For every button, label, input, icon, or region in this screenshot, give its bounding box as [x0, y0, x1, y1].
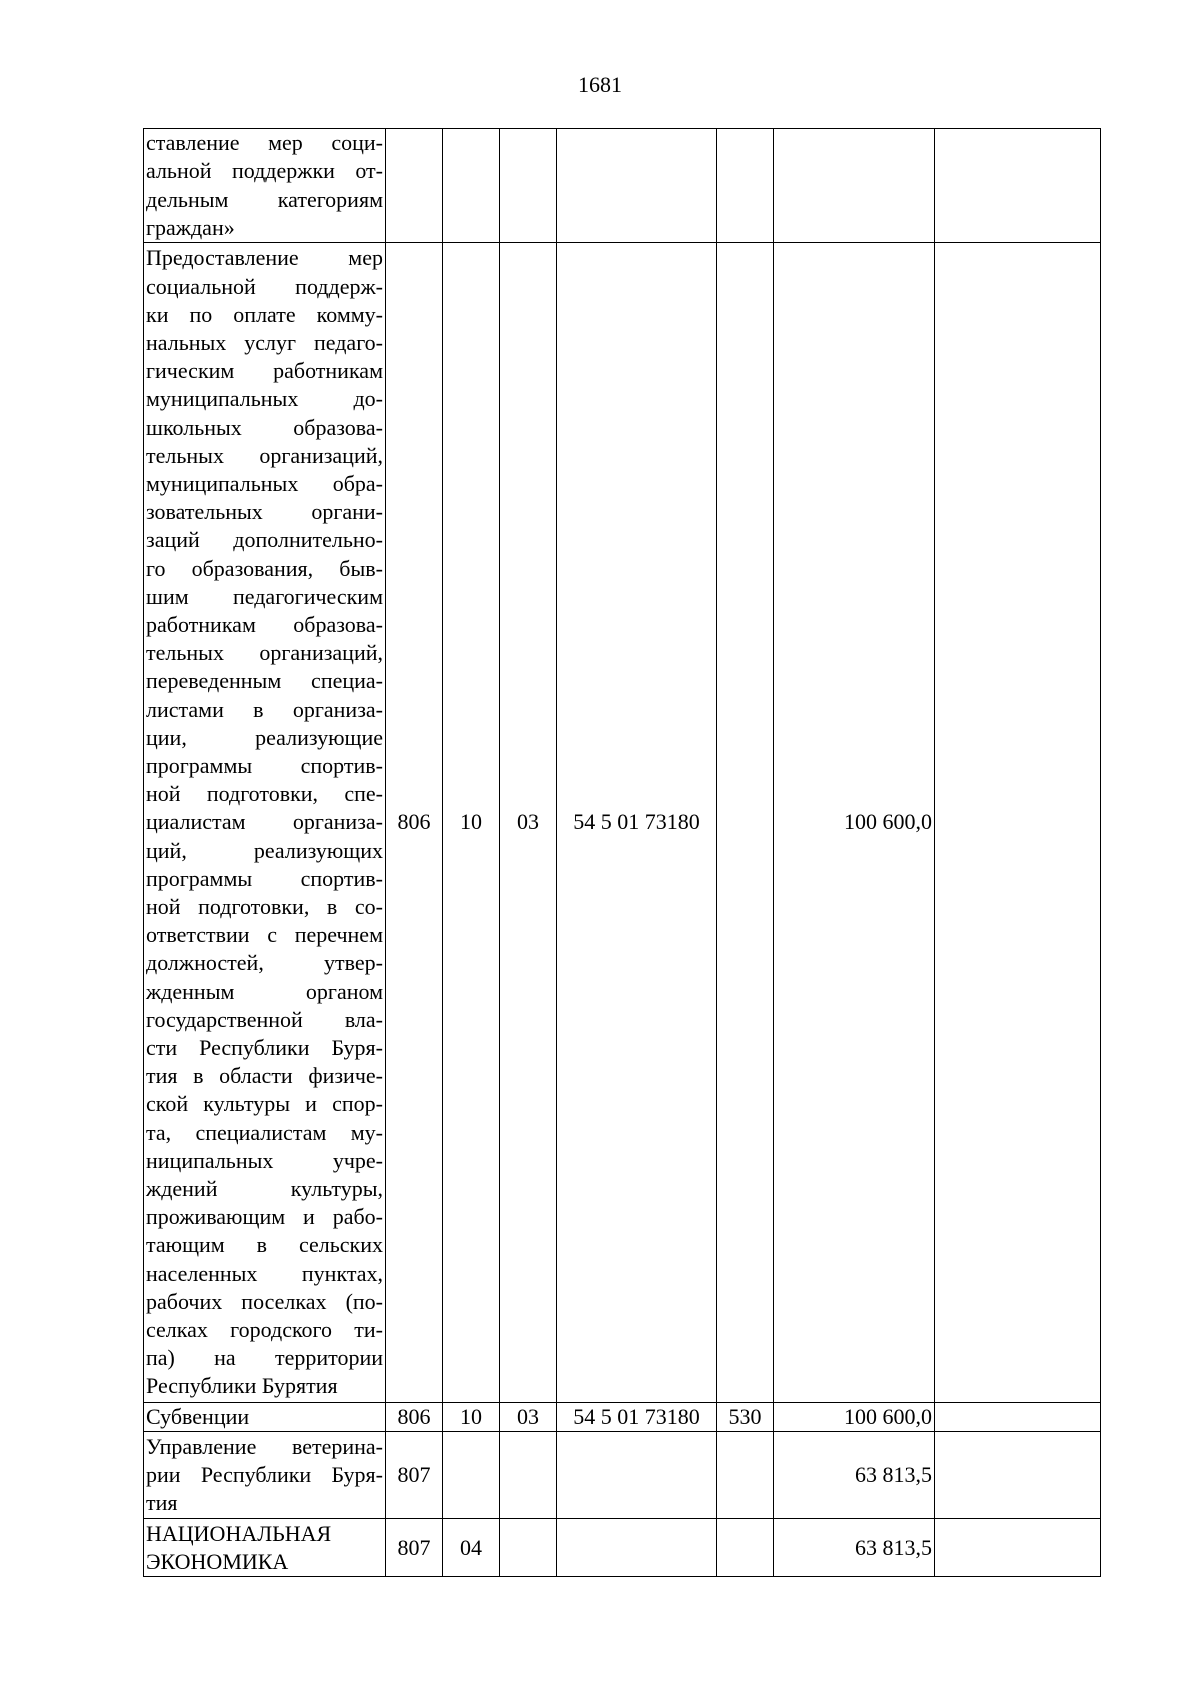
cell-ministry: 806 — [386, 243, 443, 1403]
name-line: ждений культуры, — [146, 1176, 383, 1202]
cell-amount-2 — [935, 1519, 1101, 1577]
cell-target — [557, 129, 717, 243]
name-line: селках городского ти- — [146, 1317, 383, 1343]
cell-name — [144, 1519, 386, 1577]
name-line: зовательных органи- — [146, 499, 383, 525]
name-line: ций, реализующих — [146, 837, 383, 863]
cell-subsection — [500, 1519, 557, 1577]
name-line: программы спортив- — [146, 752, 383, 778]
cell-amount-2 — [935, 1403, 1101, 1432]
name-line: рии Республики Буря- — [146, 1462, 383, 1488]
name-line: работникам образова- — [146, 611, 383, 637]
cell-amount: 100 600,0 — [774, 1403, 935, 1432]
cell-expense-type — [717, 1519, 774, 1577]
name-line: сти Республики Буря- — [146, 1035, 383, 1061]
cell-expense-type — [717, 129, 774, 243]
cell-subsection: 03 — [500, 1403, 557, 1432]
name-line: Управление ветерина- — [146, 1433, 383, 1459]
name-line: та, специалистам му- — [146, 1119, 383, 1145]
cell-expense-type — [717, 243, 774, 1403]
name-line: ции, реализующие — [146, 724, 383, 750]
name-line: циалистам организа- — [146, 809, 383, 835]
cell-expense-type: 530 — [717, 1403, 774, 1432]
name-line: тия — [146, 1490, 178, 1516]
name-line: листами в организа- — [146, 696, 383, 722]
cell-amount: 63 813,5 — [774, 1519, 935, 1577]
name-line: заций дополнительно- — [146, 527, 383, 553]
cell-amount: 63 813,5 — [774, 1432, 935, 1519]
cell-section — [443, 1432, 500, 1519]
name-line: ной подготовки, спе- — [146, 781, 383, 807]
name-line: школьных образова- — [146, 414, 383, 440]
cell-name — [144, 1432, 386, 1519]
cell-name — [144, 1403, 386, 1432]
cell-name — [144, 129, 386, 243]
table-row — [144, 1403, 1101, 1432]
name-line: ской культуры и спор- — [146, 1091, 383, 1117]
cell-amount-2 — [935, 129, 1101, 243]
page-number: 1681 — [578, 72, 622, 97]
name-line: нальных услуг педаго- — [146, 329, 383, 355]
cell-subsection — [500, 1432, 557, 1519]
table-body — [144, 129, 1101, 1577]
cell-section: 10 — [443, 243, 500, 1403]
cell-ministry: 806 — [386, 1403, 443, 1432]
name-line: гическим работникам — [146, 358, 383, 384]
name-line: НАЦИОНАЛЬНАЯ — [146, 1520, 332, 1546]
cell-ministry: 807 — [386, 1432, 443, 1519]
name-line: тия в области физиче- — [146, 1063, 383, 1089]
name-line: граждан» — [146, 214, 235, 240]
name-line: программы спортив- — [146, 865, 383, 891]
table-row — [144, 1432, 1101, 1519]
name-line: тающим в сельских — [146, 1232, 383, 1258]
name-line: шим педагогическим — [146, 583, 383, 609]
cell-target — [557, 1432, 717, 1519]
cell-ministry: 807 — [386, 1519, 443, 1577]
cell-amount — [774, 129, 935, 243]
cell-name — [144, 243, 386, 1403]
name-line: Субвенции — [146, 1404, 250, 1429]
name-line: альной поддержки от- — [146, 158, 383, 184]
name-line: ответствии с перечнем — [146, 922, 383, 948]
name-line: переведенным специа- — [146, 668, 383, 694]
name-line: ЭКОНОМИКА — [146, 1548, 289, 1574]
budget-table — [143, 128, 1101, 1577]
cell-ministry — [386, 129, 443, 243]
name-line: ной подготовки, в со- — [146, 894, 383, 919]
name-line: муниципальных обра- — [146, 470, 383, 496]
name-line: тельных организаций, — [146, 442, 383, 468]
name-line: государственной вла- — [146, 1006, 383, 1032]
name-line: дельным категориям — [146, 186, 383, 212]
cell-target: 54 5 01 73180 — [557, 243, 717, 1403]
cell-subsection: 03 — [500, 243, 557, 1403]
cell-amount-2 — [935, 243, 1101, 1403]
cell-section: 10 — [443, 1403, 500, 1432]
name-line: рабочих поселках (по- — [146, 1288, 383, 1314]
cell-target — [557, 1519, 717, 1577]
cell-section: 04 — [443, 1519, 500, 1577]
cell-subsection — [500, 129, 557, 243]
name-line: тельных организаций, — [146, 640, 383, 666]
cell-amount-2 — [935, 1432, 1101, 1519]
cell-amount: 100 600,0 — [774, 243, 935, 1403]
table-row — [144, 243, 1101, 1403]
name-line: Предоставление мер — [146, 245, 383, 271]
name-line: Республики Бурятия — [146, 1373, 338, 1399]
name-line: го образования, быв- — [146, 555, 383, 581]
name-line: жденным органом — [146, 978, 383, 1004]
name-line: ки по оплате комму- — [146, 301, 383, 327]
cell-section — [443, 129, 500, 243]
cell-target: 54 5 01 73180 — [557, 1403, 717, 1432]
cell-expense-type — [717, 1432, 774, 1519]
name-line: проживающим и рабо- — [146, 1204, 383, 1230]
name-line: ставление мер соци- — [146, 130, 383, 156]
name-line: па) на территории — [146, 1345, 383, 1371]
name-line: населенных пунктах, — [146, 1260, 383, 1286]
name-line: должностей, утвер- — [146, 950, 383, 976]
name-line: муниципальных до- — [146, 386, 383, 412]
table-row — [144, 1519, 1101, 1577]
name-line: социальной поддерж- — [146, 273, 383, 299]
table-row — [144, 129, 1101, 243]
name-line: ниципальных учре- — [146, 1147, 383, 1173]
